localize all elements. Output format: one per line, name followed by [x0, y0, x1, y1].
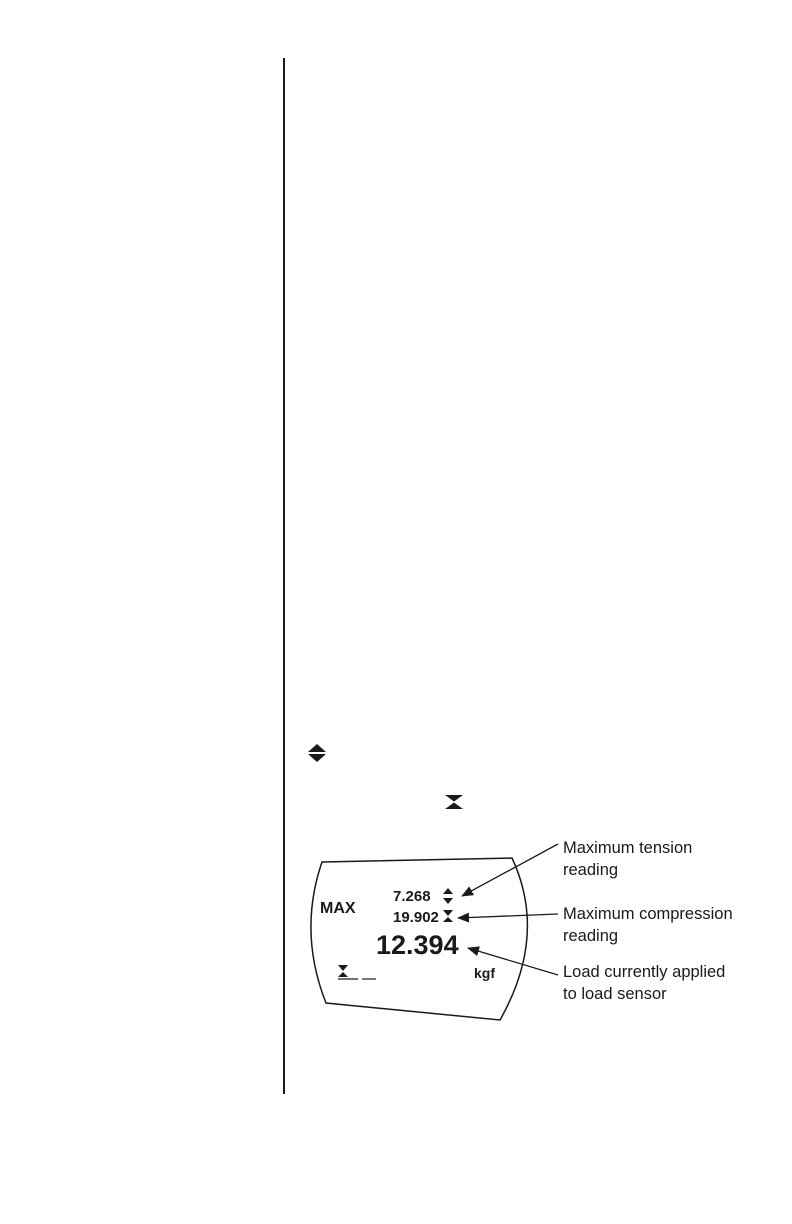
current-load-value: 12.394: [376, 930, 459, 960]
compression-callout-line1: Maximum compression: [563, 905, 733, 923]
load-callout-line2: to load sensor: [563, 985, 667, 1003]
compression-arrows-icon: [443, 910, 453, 922]
compression-mode-indicator-icon: [338, 965, 376, 979]
tension-callout-line2: reading: [563, 861, 619, 879]
compression-callout-line2: reading: [563, 927, 619, 945]
tension-callout-line1: Maximum tension: [563, 839, 693, 857]
tension-arrows-icon: [443, 888, 453, 904]
unit-label: kgf: [474, 965, 495, 981]
compression-leader-line: [458, 914, 558, 918]
max-tension-value: 7.268: [393, 888, 431, 905]
mode-label: MAX: [320, 900, 356, 917]
load-callout-line1: Load currently applied: [563, 963, 726, 981]
tension-leader-line: [462, 844, 558, 896]
max-compression-value: 19.902: [393, 909, 439, 926]
